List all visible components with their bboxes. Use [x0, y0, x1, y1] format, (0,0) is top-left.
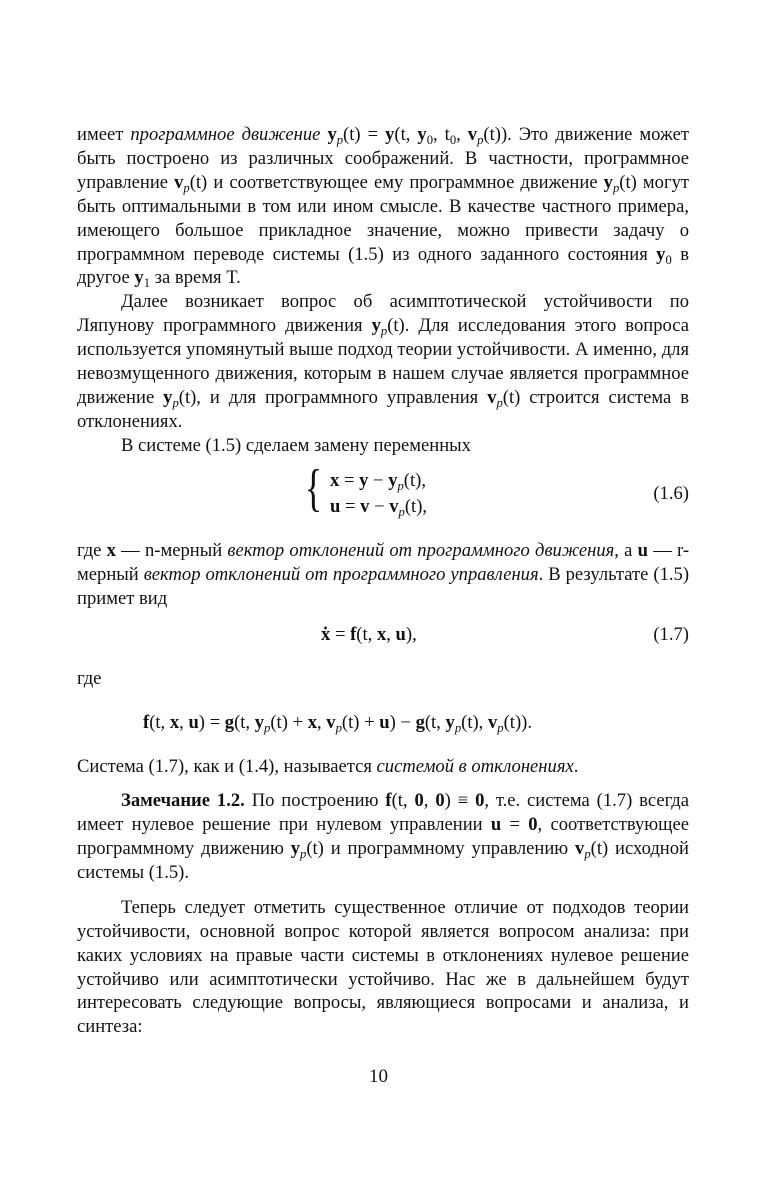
- equation-number: (1.6): [653, 482, 689, 504]
- equation-1-7: [77, 610, 689, 658]
- equation-1-7-body: ẋ = f(t, x, u),: [321, 624, 417, 646]
- body-text: [77, 123, 689, 1039]
- equation-1-6-line-1: $x = y - y_p(t)$,: [330, 469, 426, 493]
- equation-f-body: f(t, x, u) = g(t, $y_p(t) + x$, $v_p(t) + u) - g(t$, $y_p(t)$, $v_p(t)$).: [143, 712, 532, 736]
- page-number: 10: [369, 1066, 388, 1087]
- paragraph-asymptotic-stability: Далее возникает вопрос об асимптотической устойчивости по Ляпунову программного движения $y_p(t)$. Для исследования этого вопроса используется упомянутый выше подход теории устойчивости. А именно, для невозмущенного движения, которым в нашем случае является программное движение $y_p(t)$, и для программного управления $v_p(t)$ строится система в отклонениях.: [77, 291, 689, 432]
- remark-heading: Замечание 1.2.: [121, 790, 245, 812]
- paragraph-deviation-vectors: где x — n-мерный вектор отклонений от программного движения, а u — r-мерный вектор отклонений от программного управления. В результате (1.5) примет вид: [77, 539, 690, 609]
- equation-number: (1.7): [653, 624, 689, 646]
- paragraph-analysis-synthesis: Теперь следует отметить существенное отличие от подходов теории устойчивости, основной вопрос которой является вопросом анализа: при каких условиях на правые части системы в отклонениях нулевое решение устойчиво или асимптотически устойчиво. Нас же в дальнейшем будут интересовать следующие вопросы, являющиеся вопросами и анализа, и синтеза:: [77, 896, 689, 1038]
- equation-1-6: [77, 458, 689, 528]
- equation-1-6-line-2: $u = v - v_p(t)$,: [330, 495, 428, 519]
- left-brace: {: [304, 459, 323, 517]
- paragraph-programmed-motion: имеет программное движение $y_p(t) = y(t$, $y_0$, $t_0$, $v_p(t)$). Это движение может быть построено из различных соображений. В частности, программное управление $v_p(t)$ и соответствующее ему программное движение $y_p(t)$ могут быть оптимальными в том или ином смысле. В качестве частного примера, имеющего большое прикладное значение, можно привести задачу о программном переводе системы (1.5) из одного заданного состояния $y_0$ в другое $y_1$ за время T.: [77, 124, 689, 291]
- remark-1-2: Замечание 1.2. По построению f(t, 0, 0) ≡ 0, т.е. система (1.7) всегда имеет нулевое решение при нулевом управлении u = 0, соответствующее программному движению $y_p(t)$ и программному управлению $v_p(t)$ исходной системы (1.5).: [77, 790, 689, 883]
- equation-f-definition: [77, 691, 689, 753]
- paragraph-system-in-deviations: Система (1.7), как и (1.4), называется системой в отклонениях.: [77, 756, 579, 778]
- paragraph-change-of-variables: В системе (1.5) сделаем замену переменных: [121, 434, 471, 456]
- paragraph-where: где: [77, 668, 102, 690]
